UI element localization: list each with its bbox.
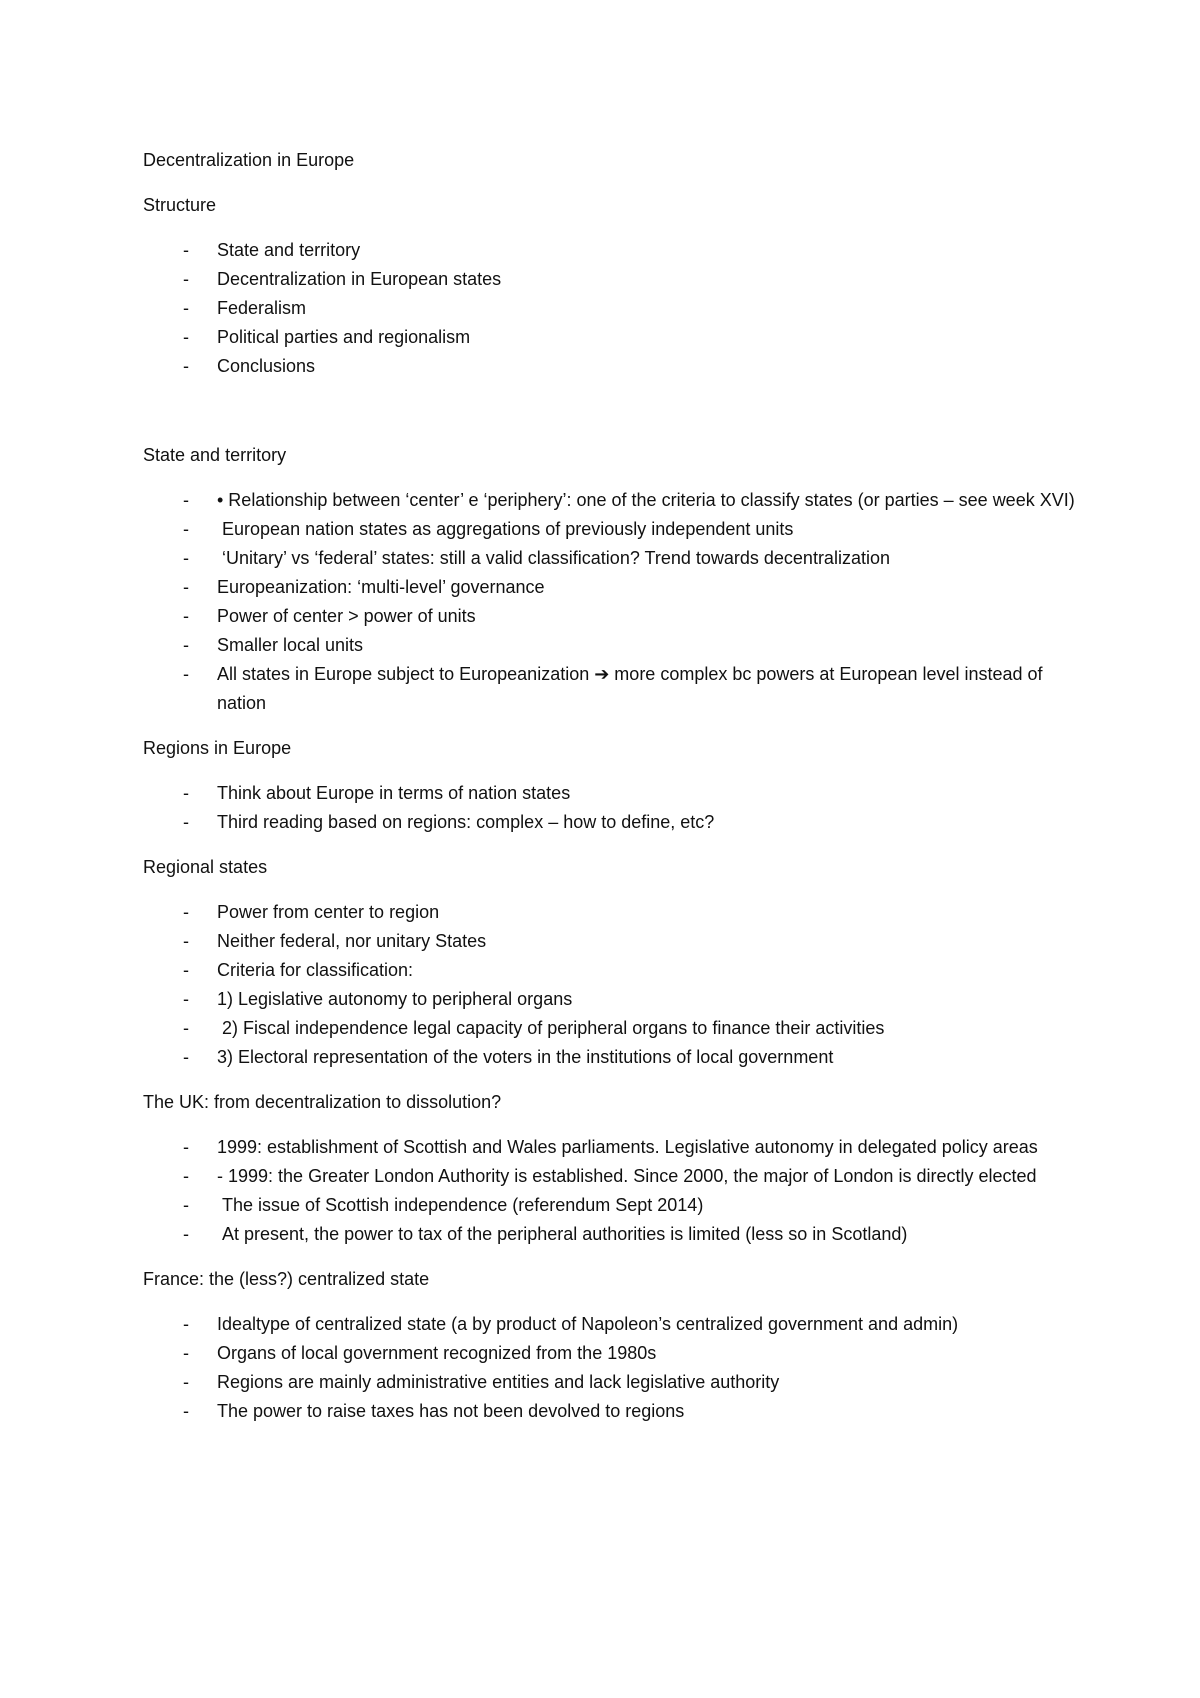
dash-bullet: - (183, 548, 189, 568)
document-title: Decentralization in Europe (143, 150, 355, 170)
list-item-text: Neither federal, nor unitary States (217, 931, 487, 951)
dash-bullet: - (183, 1401, 189, 1421)
list-item-text: ‘Unitary’ vs ‘federal’ states: still a valid classification? Trend towards decentralization (217, 548, 890, 568)
list-item-text: The issue of Scottish independence (referendum Sept 2014) (217, 1195, 704, 1215)
list-item-text: All states in Europe subject to Europeanization ➔ more complex bc powers at European level instead of nation (217, 664, 1048, 713)
dash-bullet: - (183, 1018, 189, 1038)
dash-bullet: - (183, 635, 189, 655)
dash-bullet: - (183, 1224, 189, 1244)
dash-bullet: - (183, 240, 189, 260)
dash-bullet: - (183, 269, 189, 289)
list-item (143, 1397, 1083, 1426)
list-item-text: The power to raise taxes has not been devolved to regions (217, 1401, 685, 1421)
list-item (143, 660, 1083, 718)
france-list (143, 1310, 1083, 1426)
dash-bullet: - (183, 931, 189, 951)
list-item (143, 1339, 1083, 1368)
list-item (143, 1043, 1083, 1072)
uk-list (143, 1133, 1083, 1249)
list-item-text: European nation states as aggregations of previously independent units (217, 519, 794, 539)
list-item-text: Idealtype of centralized state (a by product of Napoleon’s centralized government and admin) (217, 1314, 959, 1334)
section-heading-state-and-territory: State and territory (143, 445, 287, 465)
section-heading-uk: The UK: from decentralization to dissolution? (143, 1092, 502, 1112)
dash-bullet: - (183, 1137, 189, 1157)
list-item (143, 573, 1083, 602)
list-item (143, 808, 1083, 837)
list-item (143, 1014, 1083, 1043)
list-item (143, 1220, 1083, 1249)
dash-bullet: - (183, 1314, 189, 1334)
list-item-text: Conclusions (217, 356, 316, 376)
document-content (143, 146, 1083, 1442)
list-item (143, 486, 1083, 515)
dash-bullet: - (183, 1343, 189, 1363)
dash-bullet: - (183, 356, 189, 376)
list-item (143, 515, 1083, 544)
list-item (143, 1310, 1083, 1339)
list-item-text: 3) Electoral representation of the voters in the institutions of local government (217, 1047, 834, 1067)
dash-bullet: - (183, 902, 189, 922)
list-item (143, 1133, 1083, 1162)
list-item-text: - 1999: the Greater London Authority is established. Since 2000, the major of London is directly elected (217, 1166, 1037, 1186)
dash-bullet: - (183, 327, 189, 347)
section-heading-france: France: the (less?) centralized state (143, 1269, 430, 1289)
dash-bullet: - (183, 298, 189, 318)
list-item (143, 631, 1083, 660)
dash-bullet: - (183, 490, 189, 510)
list-item-text: Smaller local units (217, 635, 364, 655)
list-item-text: State and territory (217, 240, 361, 260)
list-item (143, 898, 1083, 927)
section-heading-regional-states: Regional states (143, 857, 268, 877)
list-item-text: Decentralization in European states (217, 269, 502, 289)
regional-states-list (143, 898, 1083, 1072)
list-item-text: Regions are mainly administrative entities and lack legislative authority (217, 1372, 780, 1392)
list-item-text: At present, the power to tax of the peripheral authorities is limited (less so in Scotland) (217, 1224, 908, 1244)
dash-bullet: - (183, 577, 189, 597)
section-heading-regions-in-europe: Regions in Europe (143, 738, 292, 758)
blank-spacer (143, 397, 1083, 441)
dash-bullet: - (183, 1166, 189, 1186)
list-item (143, 927, 1083, 956)
dash-bullet: - (183, 519, 189, 539)
list-item (143, 779, 1083, 808)
list-item (143, 323, 1083, 352)
list-item-text: 1999: establishment of Scottish and Wales parliaments. Legislative autonomy in delegated policy areas (217, 1137, 1038, 1157)
list-item-text: Power of center > power of units (217, 606, 476, 626)
dash-bullet: - (183, 783, 189, 803)
list-item-text: Third reading based on regions: complex – how to define, etc? (217, 812, 715, 832)
structure-list (143, 236, 1083, 381)
list-item-text: Power from center to region (217, 902, 440, 922)
dash-bullet: - (183, 1372, 189, 1392)
dash-bullet: - (183, 1047, 189, 1067)
list-item (143, 352, 1083, 381)
dash-bullet: - (183, 812, 189, 832)
list-item (143, 236, 1083, 265)
dash-bullet: - (183, 989, 189, 1009)
list-item (143, 265, 1083, 294)
list-item-text: 1) Legislative autonomy to peripheral organs (217, 989, 573, 1009)
list-item-text: • Relationship between ‘center’ e ‘periphery’: one of the criteria to classify states (or parties – see week XVI) (217, 490, 1075, 510)
list-item-text: Think about Europe in terms of nation states (217, 783, 571, 803)
list-item (143, 544, 1083, 573)
list-item (143, 294, 1083, 323)
list-item (143, 1162, 1083, 1191)
regions-in-europe-list (143, 779, 1083, 837)
list-item (143, 602, 1083, 631)
list-item-text: Criteria for classification: (217, 960, 414, 980)
list-item-text: 2) Fiscal independence legal capacity of peripheral organs to finance their activities (217, 1018, 885, 1038)
list-item (143, 1191, 1083, 1220)
list-item (143, 956, 1083, 985)
state-territory-list (143, 486, 1083, 718)
dash-bullet: - (183, 664, 189, 684)
list-item-text: Organs of local government recognized from the 1980s (217, 1343, 657, 1363)
list-item (143, 985, 1083, 1014)
dash-bullet: - (183, 606, 189, 626)
section-heading-structure: Structure (143, 195, 217, 215)
dash-bullet: - (183, 1195, 189, 1215)
list-item-text: Political parties and regionalism (217, 327, 471, 347)
list-item-text: Europeanization: ‘multi-level’ governance (217, 577, 545, 597)
list-item (143, 1368, 1083, 1397)
dash-bullet: - (183, 960, 189, 980)
list-item-text: Federalism (217, 298, 307, 318)
